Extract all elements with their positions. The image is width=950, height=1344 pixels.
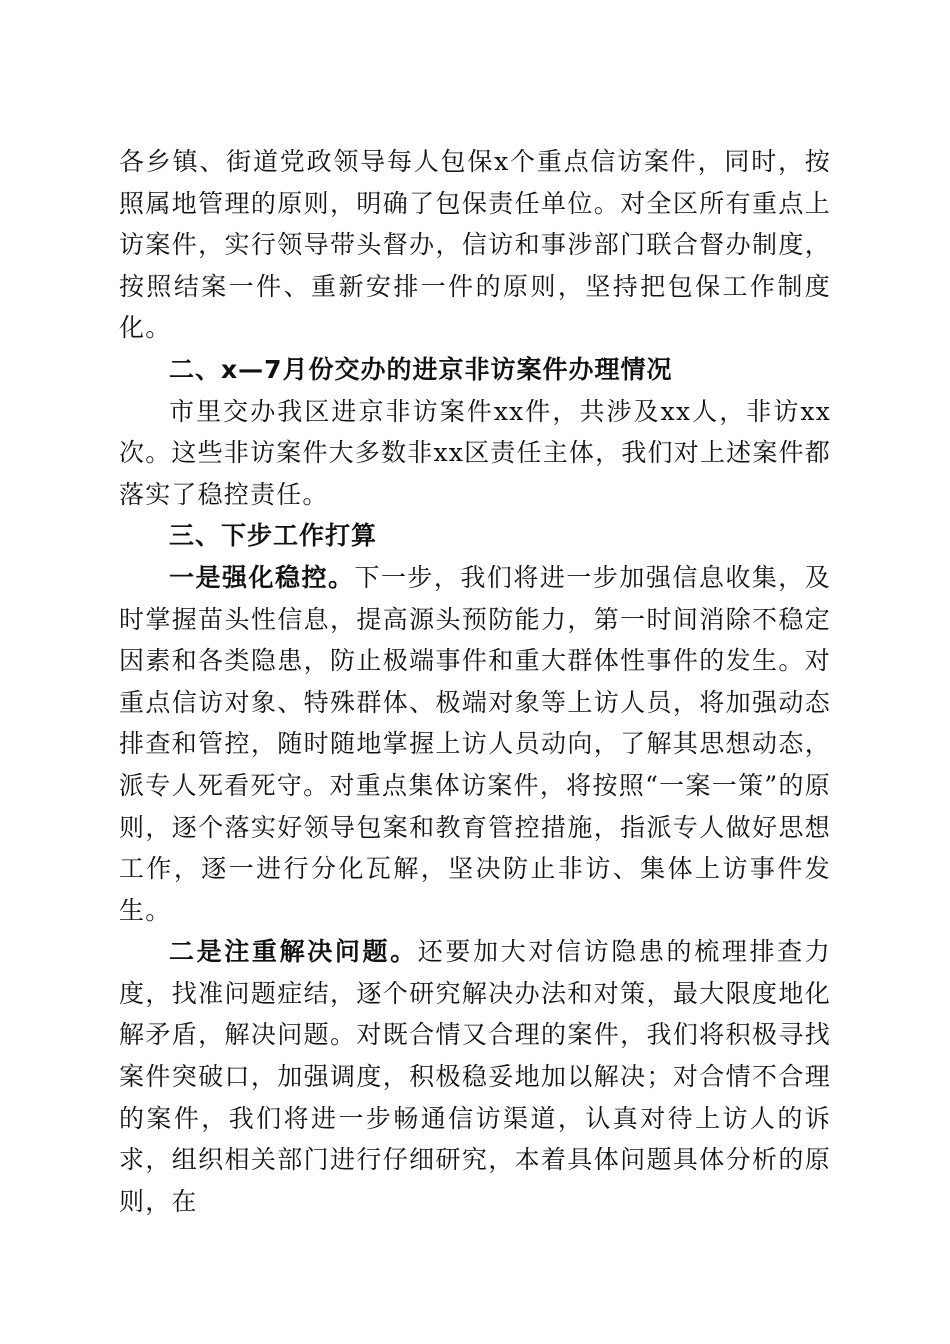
paragraph-3b-body: 还要加大对信访隐患的梳理排查力度，找准问题症结，逐个研究解决办法和对策，最大限度地化解矛盾，解决问题。对既合情又合理的案件，我们将积极寻找案件突破口，加强调度，积极稳妥地加以解决；对合情不合理的案件，我们将进一步畅通信访渠道，认真对待上访人的诉求，组织相关部门进行仔细研究，本着具体问题具体分析的原则，在	[119, 937, 831, 1216]
paragraph-2: 市里交办我区进京非访案件xx件，共涉及xx人，非访xx次。这些非访案件大多数非xx区责任主体，我们对上述案件都落实了稳控责任。	[119, 396, 831, 509]
paragraph-3a-body: 下一步，我们将进一步加强信息收集，及时掌握苗头性信息，提高源头预防能力，第一时间消除不稳定因素和各类隐患，防止极端事件和重大群体性事件的发生。对重点信访对象、特殊群体、极端对象等上访人员，将加强动态排查和管控，随时随地掌握上访人员动向，了解其思想动态，派专人死看死守。对重点集体访案件，将按照“一案一策”的原则，逐个落实好领导包案和教育管控措施，指派专人做好思想工作，逐一进行分化瓦解，坚决防止非访、集体上访事件发生。	[119, 562, 832, 925]
paragraph-3b	[119, 931, 831, 1222]
paragraph-3a	[119, 557, 831, 931]
section-heading-3: 三、下步工作打算	[169, 521, 378, 551]
paragraph-continued: 各乡镇、街道党政领导每人包保x个重点信访案件，同时，按照属地管理的原则，明确了包保责任单位。对全区所有重点上访案件，实行领导带头督办，信访和事涉部门联合督办制度，按照结案一件、重新安排一件的原则，坚持把包保工作制度化。	[119, 147, 831, 343]
paragraph-3b-lead: 二是注重解决问题。	[169, 937, 418, 967]
paragraph-3a-lead: 一是强化稳控。	[169, 562, 355, 592]
section-heading-2: 二、x—7月份交办的进京非访案件办理情况	[169, 354, 673, 384]
document-body	[119, 141, 831, 1222]
